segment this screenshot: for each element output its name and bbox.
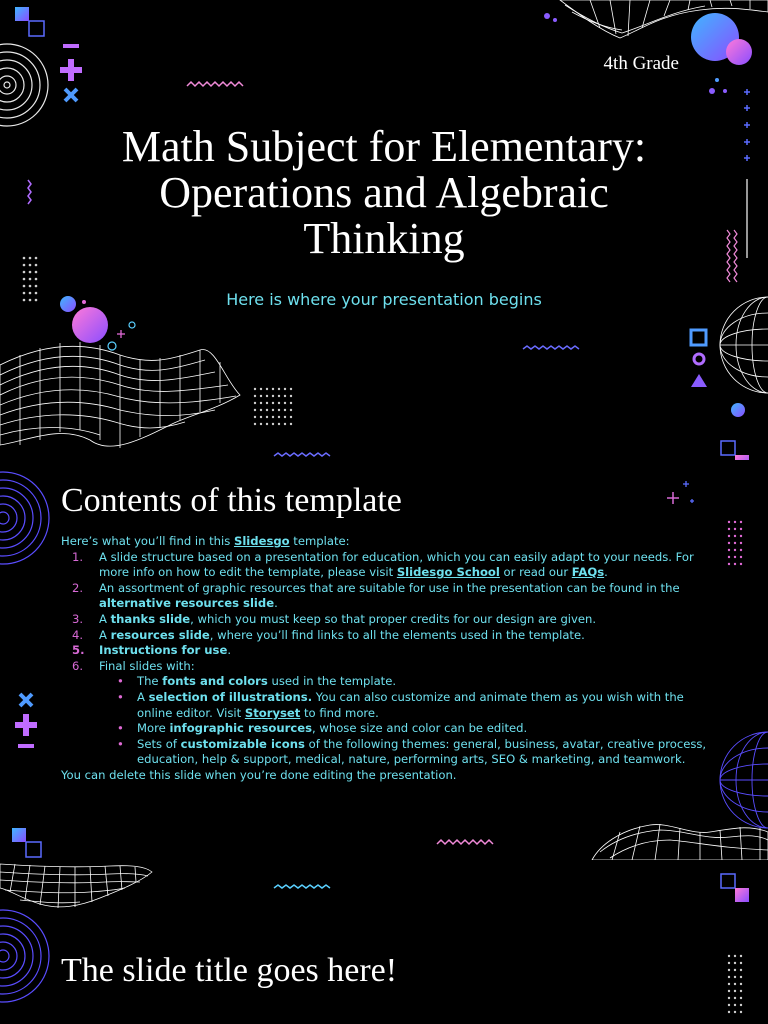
list-item xyxy=(72,611,711,628)
item-text: A slide structure based on a presentation for education, which you can easily adapt to your needs. For more info on how to edit the template, please visit xyxy=(99,549,694,580)
sub-list-item xyxy=(137,737,711,768)
sub-list-item xyxy=(137,674,711,690)
item-emphasis: selection of illustrations. xyxy=(148,689,313,704)
presentation-title xyxy=(70,124,698,262)
cross-icon xyxy=(20,694,32,706)
dot-grid xyxy=(728,521,742,565)
plus-icon xyxy=(60,59,82,81)
title-placeholder-slide xyxy=(0,860,768,1024)
wire-sphere xyxy=(720,297,768,393)
item-text: A xyxy=(137,689,149,704)
item-text: An assortment of graphic resources that are suitable for use in the presentation can be found in the xyxy=(99,580,680,595)
item-emphasis: thanks slide xyxy=(110,611,191,626)
intro-suffix: template: xyxy=(289,534,350,548)
minus-icon xyxy=(18,744,34,748)
slidesgo-link[interactable]: Slidesgo xyxy=(233,534,290,548)
wire-mesh-wave xyxy=(592,824,768,860)
contents-slide xyxy=(0,460,768,860)
footer-note: You can delete this slide when you’re done editing the presentation. xyxy=(61,767,457,782)
item-text: A xyxy=(99,611,111,626)
slide-title: The slide title goes here! xyxy=(61,952,398,989)
item-text: The xyxy=(137,674,163,689)
item-text: . xyxy=(604,565,608,580)
faqs-link[interactable]: FAQs xyxy=(571,565,605,580)
item-emphasis: infographic resources xyxy=(169,721,313,736)
list-number: 2. xyxy=(72,580,84,595)
concentric-circles xyxy=(0,472,49,564)
item-text: More xyxy=(137,721,170,736)
sub-list-item xyxy=(137,690,711,721)
item-text: . xyxy=(274,596,278,611)
item-text: , where you’ll find links to all the elements used in the template. xyxy=(209,627,585,642)
storyset-link[interactable]: Storyset xyxy=(244,705,301,720)
zigzag-line xyxy=(187,82,243,86)
item-text: or read our xyxy=(499,565,572,580)
list-number: 4. xyxy=(72,627,84,642)
item-text: . xyxy=(227,643,231,658)
triangle-icon xyxy=(691,374,707,387)
list-item xyxy=(72,549,711,581)
list-item xyxy=(72,643,711,659)
list-number: 5. xyxy=(72,643,85,658)
contents-heading: Contents of this template xyxy=(61,482,402,519)
sub-list-item xyxy=(137,721,711,737)
slidesgo-school-link[interactable]: Slidesgo School xyxy=(396,565,500,580)
slide3-decorations xyxy=(0,860,768,1024)
minus-icon xyxy=(63,44,79,48)
list-number: 3. xyxy=(72,611,84,626)
item-emphasis: fonts and colors xyxy=(162,674,268,689)
circle-outline-icon xyxy=(694,354,704,364)
zigzag-line xyxy=(274,885,330,888)
list-number: 6. xyxy=(72,658,84,673)
item-emphasis: customizable icons xyxy=(180,736,305,751)
wire-sphere xyxy=(720,732,768,828)
item-emphasis: Instructions for use xyxy=(99,643,228,658)
item-text: Sets of xyxy=(137,736,181,751)
contents-body xyxy=(61,534,711,784)
item-text: , whose size and color can be edited. xyxy=(312,721,528,736)
zigzag-line xyxy=(437,840,493,844)
presentation-subtitle: Here is where your presentation begins xyxy=(226,290,542,309)
title-line: Thinking xyxy=(303,214,465,263)
intro-text xyxy=(61,534,711,550)
title-line: Math Subject for Elementary: xyxy=(121,122,647,171)
square-outline-icon xyxy=(691,330,706,345)
intro-prefix: Here’s what you’ll find in this xyxy=(61,534,234,548)
item-text: Final slides with: xyxy=(99,658,195,673)
zigzag-line xyxy=(523,346,579,349)
item-text: of the following themes: general, business, avatar, creative process, education, help & support, medical, nature, performing arts, SEO & marketing, and teamwork. xyxy=(137,736,707,767)
cross-icon xyxy=(65,89,77,101)
concentric-circles xyxy=(0,910,49,1002)
wire-mesh-wave xyxy=(0,864,152,908)
wire-mesh-wave xyxy=(0,342,240,448)
title-line: Operations and Algebraic xyxy=(159,168,609,217)
dot-grid xyxy=(254,388,292,425)
item-text: to find more. xyxy=(300,705,379,720)
list-item xyxy=(72,580,711,612)
list-item xyxy=(72,627,711,644)
concentric-circles xyxy=(0,44,48,126)
item-text: , which you must keep so that proper credits for our design are given. xyxy=(190,611,597,626)
square-outline-icon xyxy=(15,7,44,36)
dot-grid xyxy=(728,955,742,1013)
item-text: used in the template. xyxy=(267,674,397,689)
item-emphasis: alternative resources slide xyxy=(99,596,275,611)
item-text: You can also customize and animate them as you wish with the online editor. Visit xyxy=(137,689,684,720)
item-text: A xyxy=(99,627,111,642)
list-number: 1. xyxy=(72,549,84,564)
grade-label: 4th Grade xyxy=(603,53,679,74)
list-item xyxy=(72,658,711,768)
item-emphasis: resources slide xyxy=(110,627,210,642)
plus-icon xyxy=(15,714,37,736)
title-slide xyxy=(0,0,768,460)
sub-list xyxy=(137,674,711,768)
contents-list xyxy=(72,549,711,768)
